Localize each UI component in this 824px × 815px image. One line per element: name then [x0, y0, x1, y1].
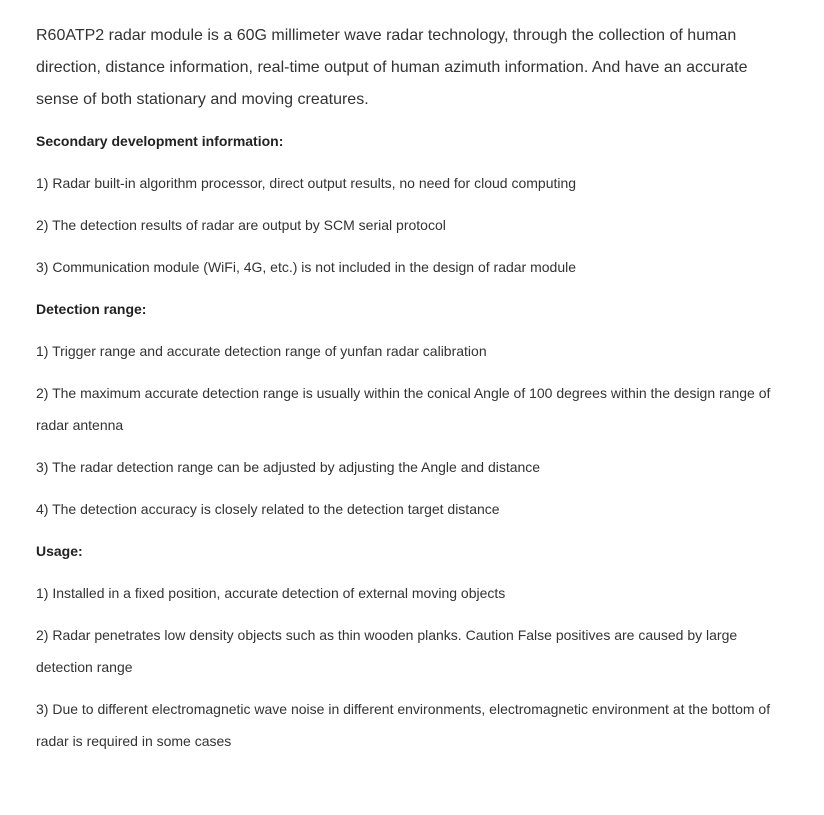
- product-description: [36, 20, 784, 767]
- list-item: 3) The radar detection range can be adjusted by adjusting the Angle and distance: [36, 459, 541, 475]
- section-heading-detection-range: Detection range:: [36, 301, 147, 317]
- list-item: 4) The detection accuracy is closely related to the detection target distance: [36, 501, 500, 517]
- list-item: 1) Radar built-in algorithm processor, direct output results, no need for cloud computing: [36, 175, 577, 191]
- intro-paragraph: R60ATP2 radar module is a 60G millimeter wave radar technology, through the collection of human direction, distance information, real-time output of human azimuth information. And have an accurate sense of both stationary and moving creatures.: [36, 27, 748, 108]
- list-item: 2) The detection results of radar are output by SCM serial protocol: [36, 217, 446, 233]
- list-item: 3) Communication module (WiFi, 4G, etc.) is not included in the design of radar module: [36, 259, 577, 275]
- list-item: 1) Trigger range and accurate detection range of yunfan radar calibration: [36, 343, 487, 359]
- list-item: 2) The maximum accurate detection range is usually within the conical Angle of 100 degrees within the design range of radar antenna: [36, 385, 771, 433]
- section-heading-usage: Usage:: [36, 543, 83, 559]
- list-item: 1) Installed in a fixed position, accurate detection of external moving objects: [36, 585, 506, 601]
- list-item: 2) Radar penetrates low density objects such as thin wooden planks. Caution False positives are caused by large detection range: [36, 627, 738, 675]
- section-heading-secondary-development: Secondary development information:: [36, 133, 284, 149]
- list-item: 3) Due to different electromagnetic wave noise in different environments, electromagnetic environment at the bottom of radar is required in some cases: [36, 701, 771, 749]
